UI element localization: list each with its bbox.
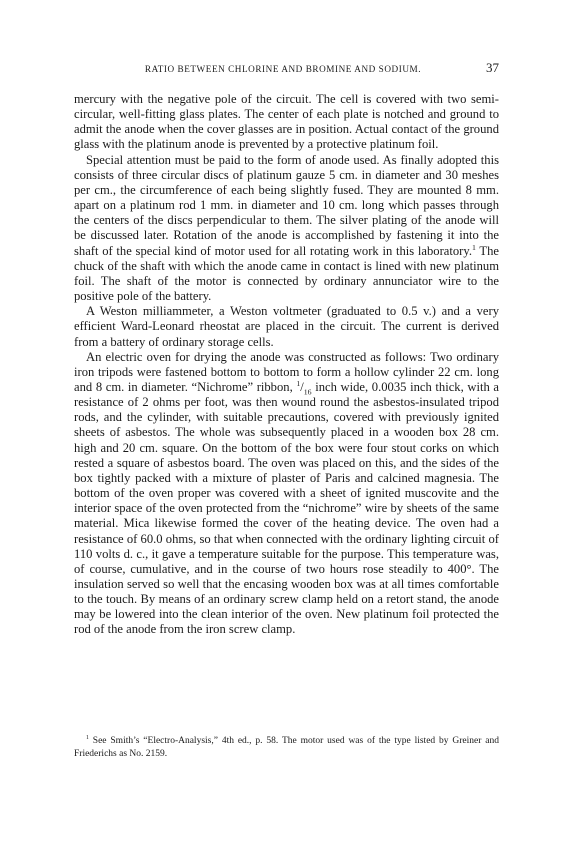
footnote (74, 735, 499, 760)
footnote-mark: 1 (86, 734, 89, 741)
footnote-text: See Smith’s “Electro-Analysis,” 4th ed., p. 58. The motor used was of the type listed by Greiner and Friederichs as No. 2159. (74, 736, 499, 759)
paragraph-cell-cover: mercury with the negative pole of the circuit. The cell is covered with two semi-circular, well-fitting glass plates. The center of each plate is notched and ground to admit the anode when the cover glasses are in position. Actual contact of the ground glass with the platinum anode is prevented by a protective platinum foil. (74, 92, 499, 152)
fraction-slash: / (300, 379, 304, 394)
oven-text-part-2: inch wide, 0.0035 inch thick, with a resistance of 2 ohms per foot, was then wound round the asbestos-insulated tripod rods, and the cylinder, with suitable precautions, covered with previously ignited sheets of asbestos. The whole was subsequently placed in a wooden box 28 cm. high and 20 cm. square. On the bottom of the box were four stout corks on which rested a square of asbestos board. The oven was placed on this, and the sides of the box tightly packed with a mixture of plaster of Paris and calcined magnesia. The bottom of the oven proper was covered with a sheet of ignited muscovite and the interior space of the oven protected from the “nichrome” wire by sheets of the same material. Mica likewise formed the cover of the heating device. The oven had a resistance of 60.0 ohms, so that when connected with the ordinary lighting circuit of 110 volts d. c., it gave a temperature suitable for the purpose. This temperature was, of course, cumulative, and in the course of two hours rose steadily to 400°. The insulation served so well that the encasing wooden box was at all times comfortable to the touch. By means of an ordinary screw clamp held on a retort stand, the anode may be lowered into the clean interior of the oven. New platinum foil protected the rod of the anode from the iron screw clamp. (74, 379, 499, 637)
page-number: 37 (486, 60, 499, 75)
fraction-numerator: 1 (296, 378, 301, 388)
oven-text-part-1: An electric oven for drying the anode was constructed as follows: Two ordinary iron tripods were fastened bottom to bottom to form a hollow cylinder 22 cm. long and 8 cm. in diameter. “Nichrome” ribbon, (74, 349, 499, 394)
footnote-reference: 1 (471, 242, 476, 252)
paragraph-anode (74, 153, 499, 305)
anode-text-part-1: Special attention must be paid to the form of anode used. As finally adopted this consists of three circular discs of platinum gauze 5 cm. in diameter and 30 meshes per cm., the circumference of each being slightly fused. They are mounted 8 mm. apart on a platinum rod 1 mm. in diameter and 10 cm. long which passes through the centers of the discs perpendicular to them. The silver plating of the anode will be discussed later. Rotation of the anode is accomplished by fastening it into the shaft of the special kind of motor used for all rotating work in this laboratory. (74, 152, 499, 258)
body-text (74, 92, 499, 638)
paragraph-instruments: A Weston milliammeter, a Weston voltmeter (graduated to 0.5 v.) and a very efficient Ward-Leonard rheostat are placed in the circuit. The current is derived from a battery of ordinary storage cells. (74, 304, 499, 349)
fraction-denominator: 16 (303, 387, 312, 397)
anode-text-part-2: The chuck of the shaft with which the anode came in contact is lined with new platinum foil. The shaft of the motor is connected by ordinary annunciator wire to the positive pole of the battery. (74, 243, 499, 304)
paragraph-oven (74, 350, 499, 638)
running-head: RATIO BETWEEN CHLORINE AND BROMINE AND SODIUM. (144, 64, 422, 74)
